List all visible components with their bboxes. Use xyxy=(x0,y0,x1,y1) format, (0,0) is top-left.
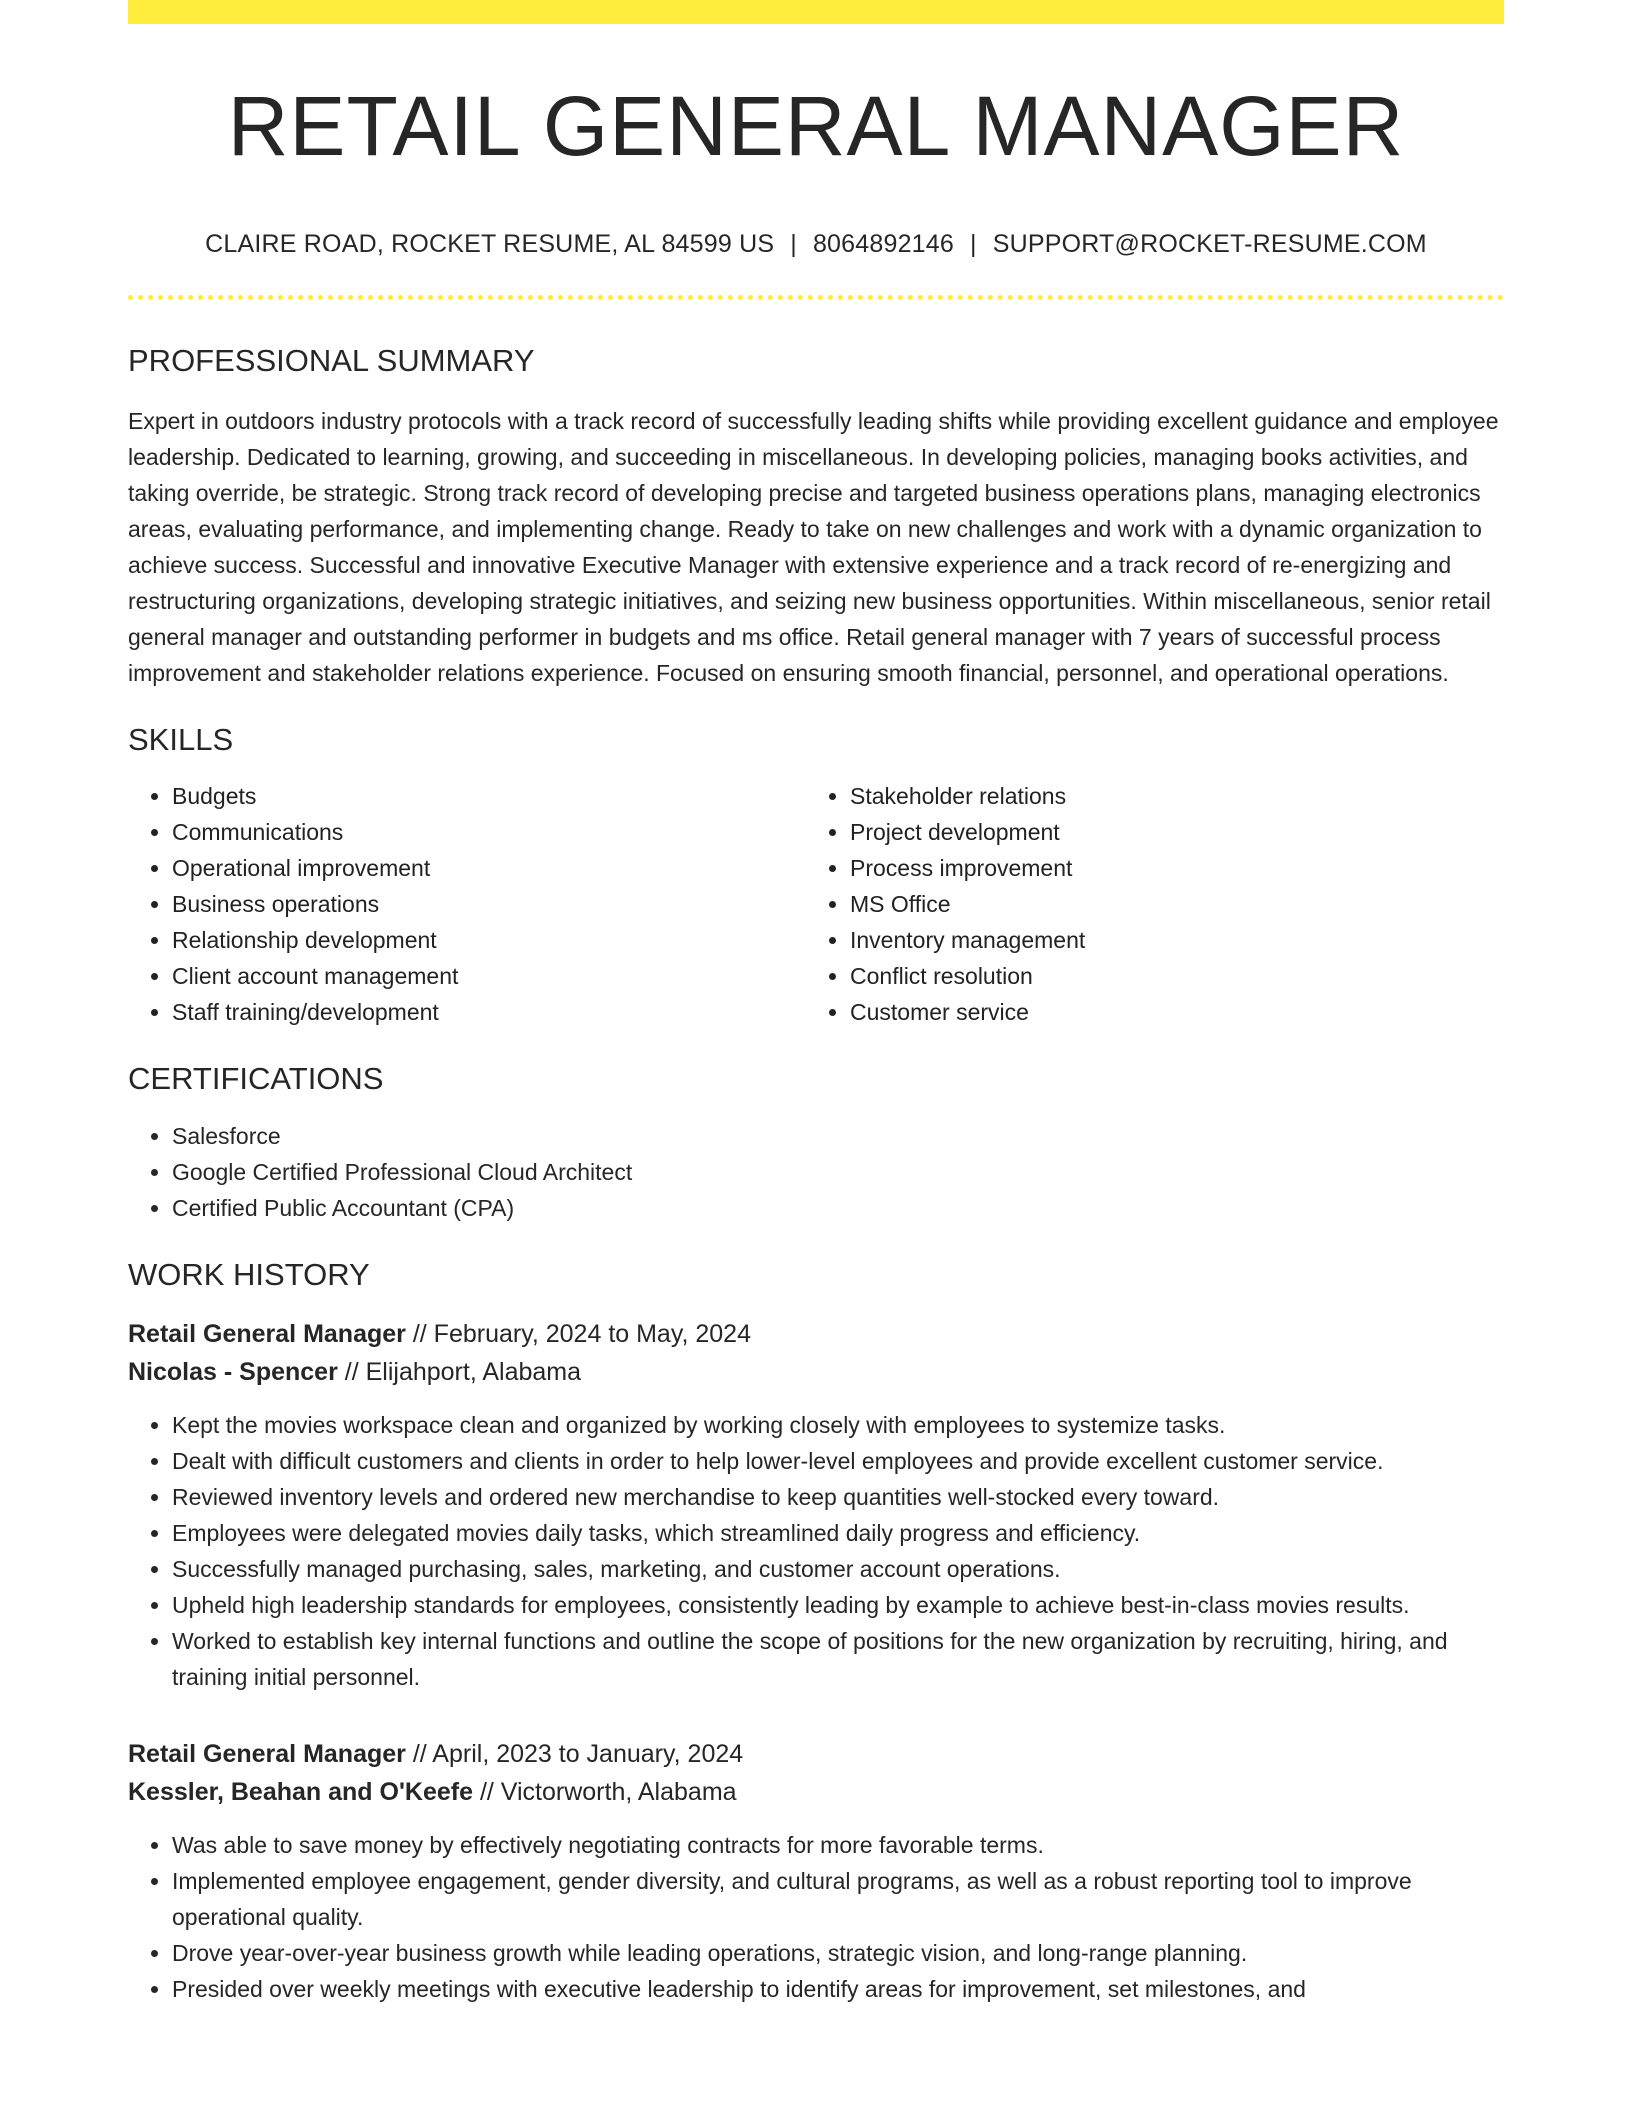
job-bullet: • Employees were delegated movies daily tasks, which streamlined daily progress and efficiency. xyxy=(172,1515,1504,1551)
job-bullet: • Reviewed inventory levels and ordered new merchandise to keep quantities well-stocked every toward. xyxy=(172,1479,1504,1515)
skill-item: • Relationship development xyxy=(172,922,806,958)
job-role-line xyxy=(128,1735,1504,1773)
job-bullet: • Upheld high leadership standards for employees, consistently leading by example to achieve best-in-class movies results. xyxy=(172,1587,1504,1623)
skill-item: • MS Office xyxy=(850,886,1484,922)
contact-separator: | xyxy=(970,230,977,258)
job-entry xyxy=(128,1315,1504,1695)
skill-item: • Customer service xyxy=(850,994,1484,1030)
skills-section xyxy=(128,721,1504,1030)
contact-email: SUPPORT@ROCKET-RESUME.COM xyxy=(992,230,1427,258)
job-bullet: • Dealt with difficult customers and clients in order to help lower-level employees and provide excellent customer service. xyxy=(172,1443,1504,1479)
certifications-section xyxy=(128,1060,1504,1225)
contact-phone: 8064892146 xyxy=(812,230,954,258)
skill-item: • Process improvement xyxy=(850,850,1484,886)
job-bullet: • Kept the movies workspace clean and organized by working closely with employees to systemize tasks. xyxy=(172,1407,1504,1443)
job-bullet: • Was able to save money by effectively negotiating contracts for more favorable terms. xyxy=(172,1827,1504,1863)
job-company: Kessler, Beahan and O'Keefe xyxy=(128,1777,473,1806)
skill-item: • Staff training/development xyxy=(172,994,806,1030)
job-bullet: • Presided over weekly meetings with executive leadership to identify areas for improvement, set milestones, and xyxy=(172,1971,1504,2007)
resume-title: RETAIL GENERAL MANAGER xyxy=(227,79,1405,173)
skill-item: • Budgets xyxy=(172,778,806,814)
section-title-skills: SKILLS xyxy=(128,722,234,758)
job-role: Retail General Manager xyxy=(128,1319,406,1348)
skill-item: • Communications xyxy=(172,814,806,850)
resume-page xyxy=(128,0,1504,2007)
job-bullet: • Worked to establish key internal functions and outline the scope of positions for the new organization by recruiting, hiring, and training initial personnel. xyxy=(172,1623,1504,1695)
skill-item: • Stakeholder relations xyxy=(850,778,1484,814)
dotted-divider xyxy=(128,295,1504,300)
job-bullet: • Implemented employee engagement, gender diversity, and cultural programs, as well as a robust reporting tool to improve operational quality. xyxy=(172,1863,1504,1935)
job-company-line xyxy=(128,1773,1504,1811)
skill-item: • Business operations xyxy=(172,886,806,922)
certification-item: • Salesforce xyxy=(172,1118,1504,1154)
section-title-work-history: WORK HISTORY xyxy=(128,1256,370,1292)
skill-item: • Operational improvement xyxy=(172,850,806,886)
job-company-line xyxy=(128,1353,1504,1391)
skill-item: • Conflict resolution xyxy=(850,958,1484,994)
skill-item: • Client account management xyxy=(172,958,806,994)
contact-separator: | xyxy=(790,230,797,258)
skills-columns xyxy=(128,778,1504,1030)
skill-item: • Project development xyxy=(850,814,1484,850)
section-title-summary: PROFESSIONAL SUMMARY xyxy=(128,343,535,378)
job-location: // Victorworth, Alabama xyxy=(479,1777,737,1806)
summary-section xyxy=(128,342,1504,691)
job-company: Nicolas - Spencer xyxy=(128,1357,338,1386)
certifications-list xyxy=(128,1118,1504,1226)
section-title-certifications: CERTIFICATIONS xyxy=(128,1061,384,1097)
skill-item: • Inventory management xyxy=(850,922,1484,958)
skills-list-right xyxy=(806,778,1484,1030)
job-role: Retail General Manager xyxy=(128,1739,406,1768)
job-dates: // February, 2024 to May, 2024 xyxy=(412,1319,751,1348)
job-bullet: • Drove year-over-year business growth while leading operations, strategic vision, and long-range planning. xyxy=(172,1935,1504,1971)
contact-address: CLAIRE ROAD, ROCKET RESUME, AL 84599 US xyxy=(205,230,775,258)
work-history-section xyxy=(128,1256,1504,2007)
job-bullet: • Successfully managed purchasing, sales, marketing, and customer account operations. xyxy=(172,1551,1504,1587)
contact-line xyxy=(128,232,1504,257)
job-entry xyxy=(128,1735,1504,2007)
certification-item: • Certified Public Accountant (CPA) xyxy=(172,1190,1504,1226)
job-role-line xyxy=(128,1315,1504,1353)
accent-top-bar xyxy=(128,0,1504,24)
summary-text: Expert in outdoors industry protocols with a track record of successfully leading shifts while providing excellent guidance and employee leadership. Dedicated to learning, growing, and succeeding in miscellaneous. In developing policies, managing books activities, and taking override, be strategic. Strong track record of developing precise and targeted business operations plans, managing electronics areas, evaluating performance, and implementing change. Ready to take on new challenges and work with a dynamic organization to achieve success. Successful and innovative Executive Manager with extensive experience and a track record of re-energizing and restructuring organizations, developing strategic initiatives, and seizing new business opportunities. Within miscellaneous, senior retail general manager and outstanding performer in budgets and ms office. Retail general manager with 7 years of successful process improvement and stakeholder relations experience. Focused on ensuring smooth financial, personnel, and operational operations. xyxy=(128,408,1499,687)
certification-item: • Google Certified Professional Cloud Architect xyxy=(172,1154,1504,1190)
job-bullets xyxy=(128,1827,1504,2007)
job-dates: // April, 2023 to January, 2024 xyxy=(412,1739,744,1768)
skills-list-left xyxy=(128,778,806,1030)
job-bullets xyxy=(128,1407,1504,1695)
job-location: // Elijahport, Alabama xyxy=(344,1357,582,1386)
